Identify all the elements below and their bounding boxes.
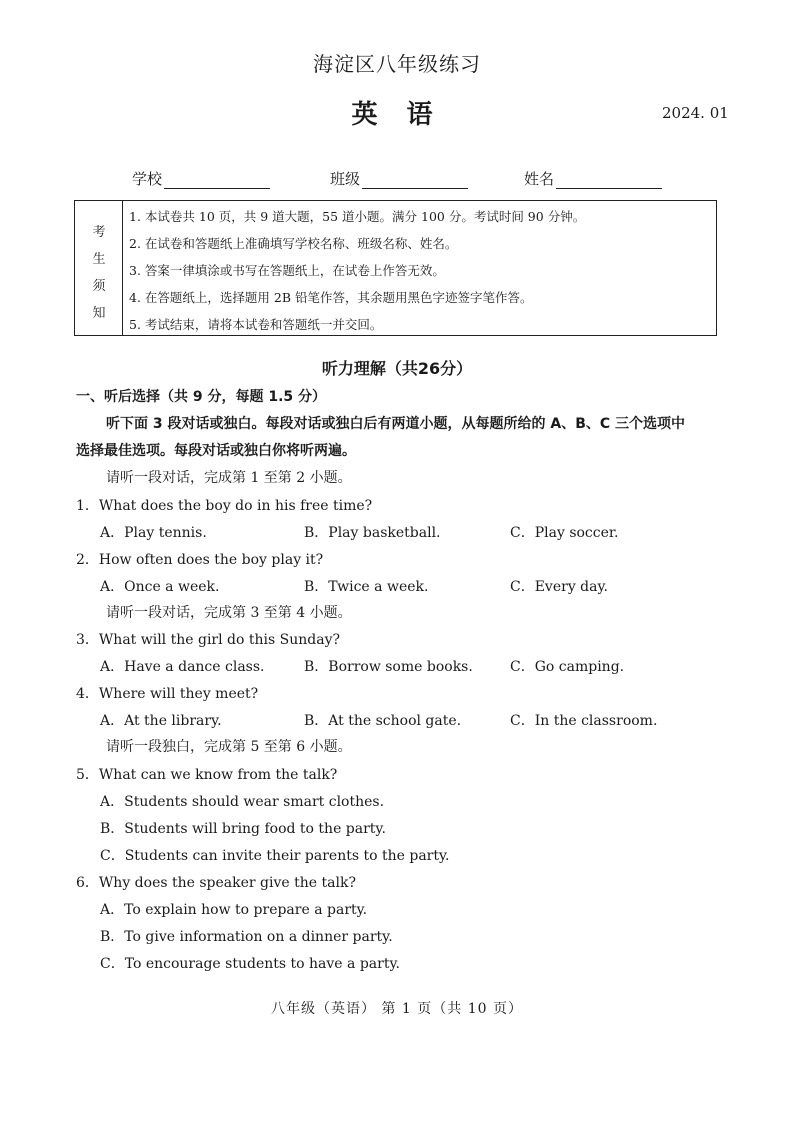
exam-date: 2024. 01 [662,104,729,122]
notice-label: 考 生 须 知 [75,201,123,335]
part-title: 一、听后选择（共 9 分，每题 1.5 分） [76,389,327,405]
option-c[interactable]: C．In the classroom. [510,713,658,729]
class-blank[interactable] [362,172,468,189]
option-a[interactable]: A．Play tennis. [100,525,207,541]
notice-item: 1. 本试卷共 10 页，共 9 道大题，55 道小题。满分 100 分。考试时间 90 分钟。 [129,209,586,224]
option-b[interactable]: B．Twice a week. [304,579,429,595]
option-a[interactable]: A．Have a dance class. [100,659,265,675]
option-a[interactable]: A．Students should wear smart clothes. [100,794,385,810]
section-title: 听力理解（共26分） [321,359,473,378]
name-blank[interactable] [556,172,662,189]
option-c[interactable]: C．To encourage students to have a party. [100,956,400,972]
page-footer: 八年级（英语） 第 1 页（共 10 页） [271,1001,523,1017]
instruction-line: 听下面 3 段对话或独白。每段对话或独白后有两道小题，从每题所给的 A、B、C 三个选项中 [106,416,686,432]
question-6: 6．Why does the speaker give the talk? [76,875,356,891]
option-c[interactable]: C．Play soccer. [510,525,619,541]
option-b[interactable]: B．At the school gate. [304,713,462,729]
class-field[interactable] [330,168,468,189]
notice-item: 3. 答案一律填涂或书写在答题纸上，在试卷上作答无效。 [129,263,445,278]
notice-item: 2. 在试卷和答题纸上准确填写学校名称、班级名称、姓名。 [129,236,458,251]
question-1: 1．What does the boy do in his free time? [76,498,373,514]
school-field[interactable] [132,168,270,189]
option-a[interactable]: A．At the library. [100,713,222,729]
question-4: 4．Where will they meet? [76,686,259,702]
option-b[interactable]: B．Students will bring food to the party. [100,821,386,837]
name-label: 姓名 [524,170,555,188]
school-blank[interactable] [164,172,270,189]
notice-item: 5. 考试结束，请将本试卷和答题纸一并交回。 [129,317,383,332]
class-label: 班级 [330,170,361,188]
notice-item: 4. 在答题纸上，选择题用 2B 铅笔作答，其余题用黑色字迹签字笔作答。 [129,290,533,305]
option-c[interactable]: C．Students can invite their parents to the party. [100,848,450,864]
instruction-line: 选择最佳选项。每段对话或独白你将听两遍。 [76,443,356,459]
option-b[interactable]: B．To give information on a dinner party. [100,929,393,945]
option-c[interactable]: C．Go camping. [510,659,625,675]
listening-hint: 请听一段独白，完成第 5 至第 6 小题。 [106,739,352,755]
question-2: 2．How often does the boy play it? [76,552,324,568]
listening-hint: 请听一段对话，完成第 3 至第 4 小题。 [106,605,352,621]
name-field[interactable] [524,168,662,189]
option-a[interactable]: A．To explain how to prepare a party. [100,902,368,918]
question-5: 5．What can we know from the talk? [76,767,338,783]
candidate-notice [74,200,717,336]
exam-title: 海淀区八年级练习 [313,52,481,76]
question-3: 3．What will the girl do this Sunday? [76,632,340,648]
option-a[interactable]: A．Once a week. [100,579,220,595]
subject-title: 英 语 [351,100,443,130]
option-b[interactable]: B．Borrow some books. [304,659,473,675]
option-b[interactable]: B．Play basketball. [304,525,441,541]
listening-hint: 请听一段对话，完成第 1 至第 2 小题。 [106,470,352,486]
option-c[interactable]: C．Every day. [510,579,608,595]
school-label: 学校 [132,170,163,188]
